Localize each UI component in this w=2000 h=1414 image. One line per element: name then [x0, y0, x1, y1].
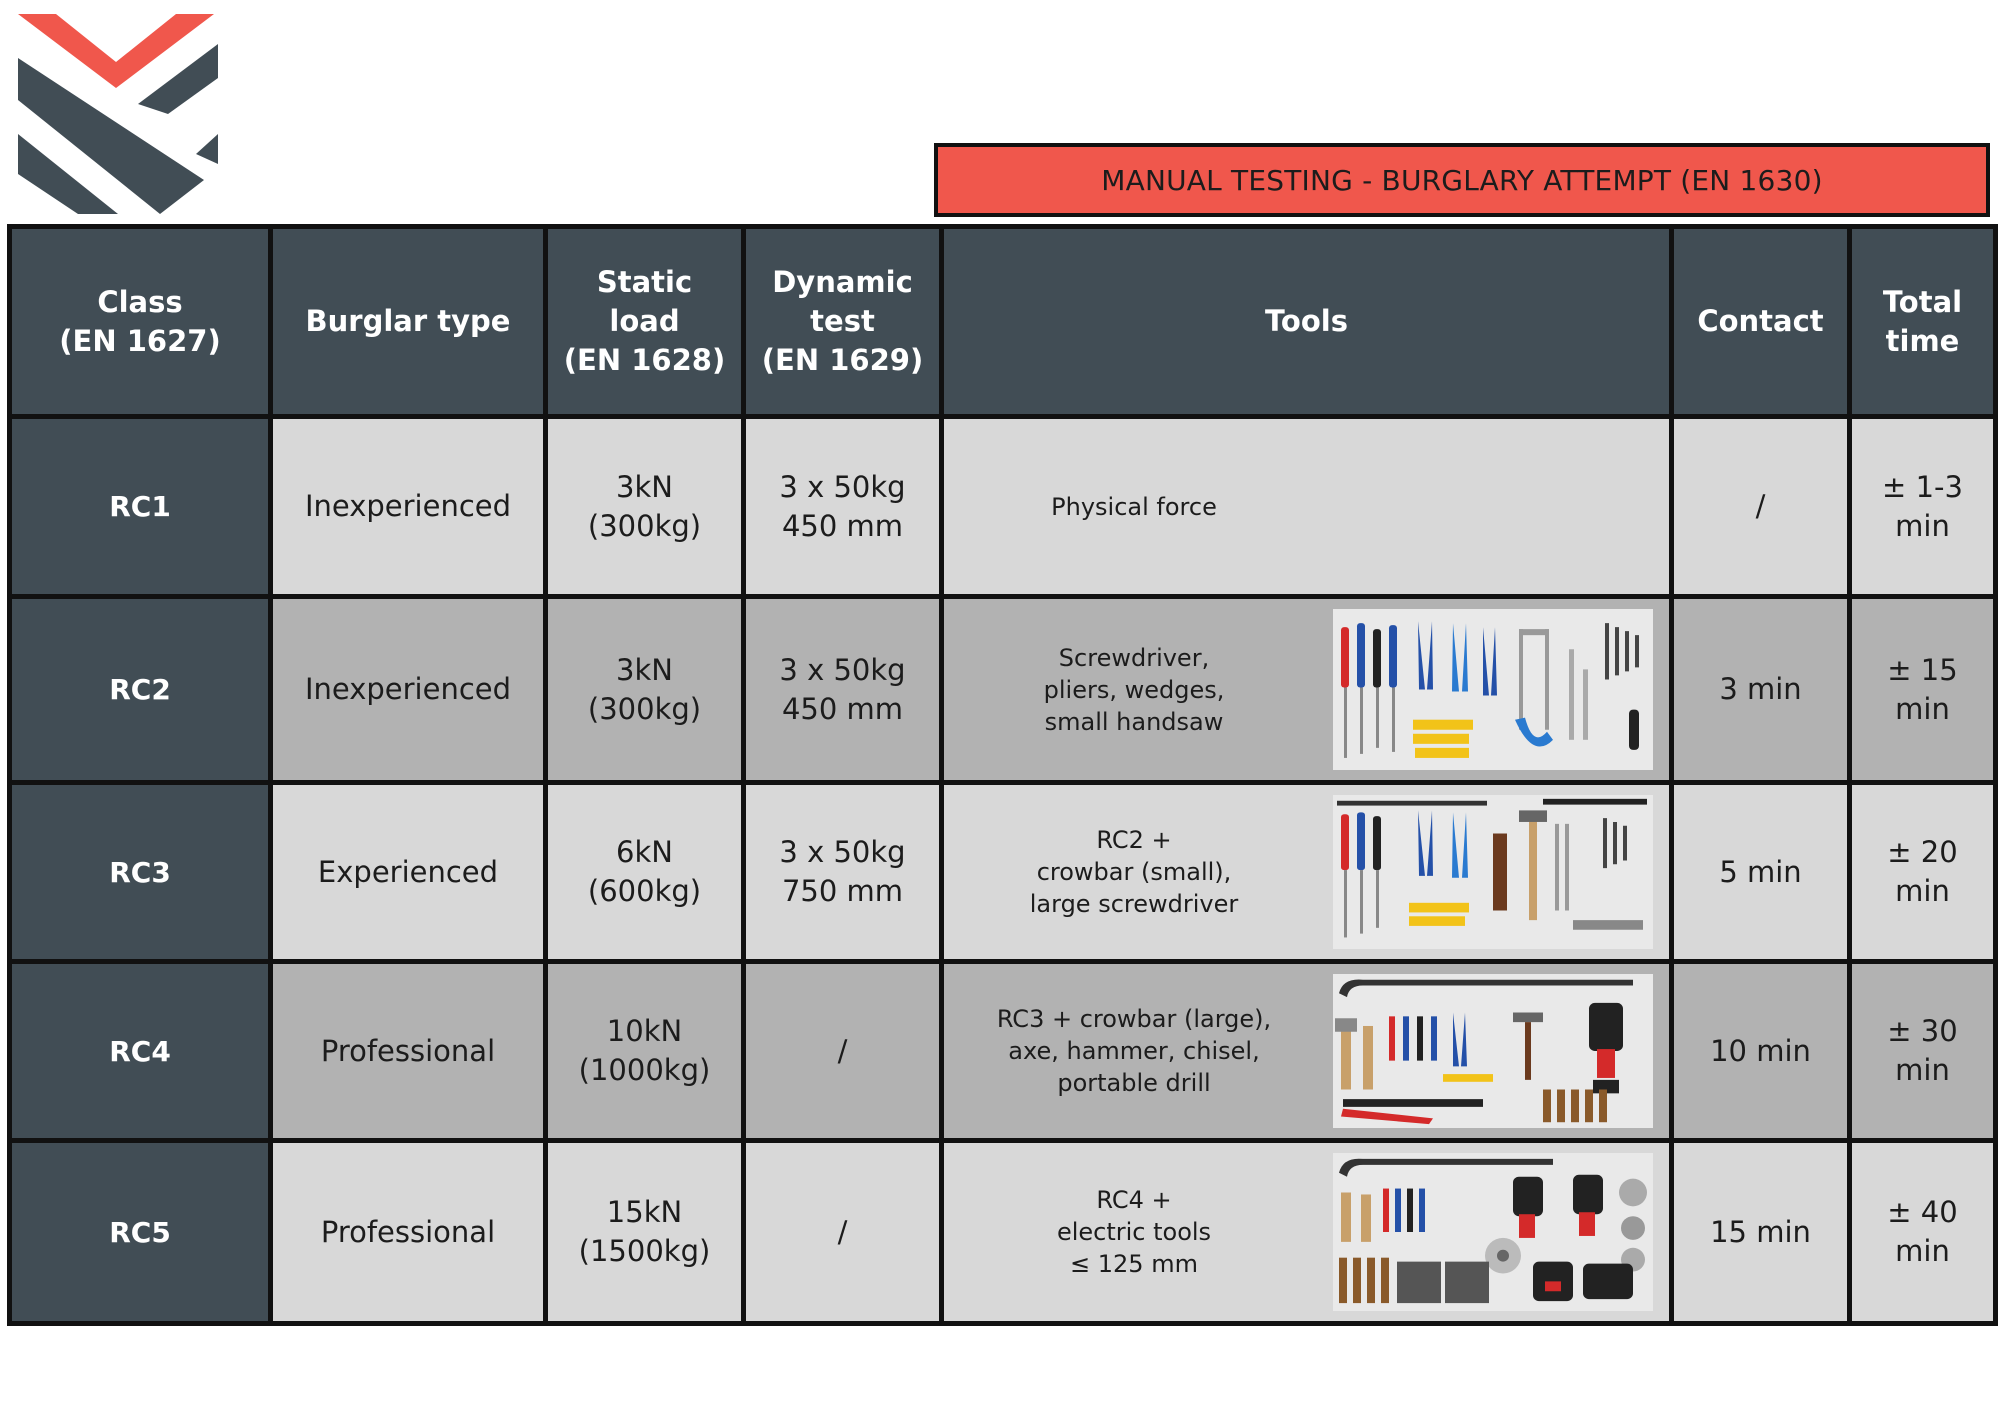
burglar-type-cell: Experienced: [271, 783, 546, 962]
resistance-class-table: [7, 224, 1998, 1326]
burglar-type-cell: Inexperienced: [271, 417, 546, 597]
class-cell: RC5: [10, 1141, 271, 1324]
extended-tools-set-icon: [1333, 795, 1653, 949]
total-time-cell: ± 15 min: [1850, 597, 1996, 783]
dynamic-test-cell: 3 x 50kg 450 mm: [744, 597, 942, 783]
burglar-type-cell: Professional: [271, 1141, 546, 1324]
total-time-cell: ± 20 min: [1850, 783, 1996, 962]
static-load-cell: 15kN (1500kg): [546, 1141, 744, 1324]
tools-description: Physical force: [1051, 492, 1217, 521]
dynamic-test-cell: /: [744, 1141, 942, 1324]
header-row: [10, 227, 1996, 417]
class-cell: RC2: [10, 597, 271, 783]
table-row: [10, 1141, 1996, 1324]
header-tools: Tools: [942, 227, 1672, 417]
tools-cell: [942, 962, 1672, 1141]
manual-testing-banner: [934, 143, 1990, 217]
total-time-cell: ± 40 min: [1850, 1141, 1996, 1324]
tools-description: RC3 + crowbar (large), axe, hammer, chisel, portable drill: [996, 1005, 1272, 1097]
tools-description: RC4 + electric tools ≤ 125 mm: [1056, 1186, 1212, 1278]
burglar-type-cell: Professional: [271, 962, 546, 1141]
contact-cell: 5 min: [1672, 783, 1850, 962]
tools-cell: [942, 783, 1672, 962]
dynamic-test-cell: 3 x 50kg 450 mm: [744, 417, 942, 597]
brand-logo: [18, 14, 218, 214]
class-cell: RC4: [10, 962, 271, 1141]
tools-cell: [942, 417, 1672, 597]
table-row: [10, 597, 1996, 783]
table-row: [10, 783, 1996, 962]
contact-cell: 3 min: [1672, 597, 1850, 783]
header-burglar-type: Burglar type: [271, 227, 546, 417]
static-load-cell: 3kN (300kg): [546, 417, 744, 597]
class-cell: RC1: [10, 417, 271, 597]
table-row: [10, 962, 1996, 1141]
contact-cell: /: [1672, 417, 1850, 597]
dynamic-test-cell: 3 x 50kg 750 mm: [744, 783, 942, 962]
table-row: [10, 417, 1996, 597]
total-time-cell: ± 1-3 min: [1850, 417, 1996, 597]
static-load-cell: 10kN (1000kg): [546, 962, 744, 1141]
header-class: Class (EN 1627): [10, 227, 271, 417]
header-static-load: Static load (EN 1628): [546, 227, 744, 417]
burglar-type-cell: Inexperienced: [271, 597, 546, 783]
banner-title: MANUAL TESTING - BURGLARY ATTEMPT (EN 1630): [1101, 163, 1823, 197]
tools-cell: [942, 1141, 1672, 1324]
tools-description: RC2 + crowbar (small), large screwdriver: [1029, 826, 1239, 918]
electric-tools-set-icon: [1333, 1153, 1653, 1311]
header-total-time: Total time: [1850, 227, 1996, 417]
total-time-cell: ± 30 min: [1850, 962, 1996, 1141]
tools-description: Screwdriver, pliers, wedges, small handsaw: [1043, 643, 1225, 736]
professional-tools-set-icon: [1333, 974, 1653, 1128]
header-contact: Contact: [1672, 227, 1850, 417]
static-load-cell: 6kN (600kg): [546, 783, 744, 962]
hand-tools-set-icon: [1333, 609, 1653, 770]
tools-cell: [942, 597, 1672, 783]
class-cell: RC3: [10, 783, 271, 962]
contact-cell: 10 min: [1672, 962, 1850, 1141]
static-load-cell: 3kN (300kg): [546, 597, 744, 783]
dynamic-test-cell: /: [744, 962, 942, 1141]
contact-cell: 15 min: [1672, 1141, 1850, 1324]
header-dynamic-test: Dynamic test (EN 1629): [744, 227, 942, 417]
